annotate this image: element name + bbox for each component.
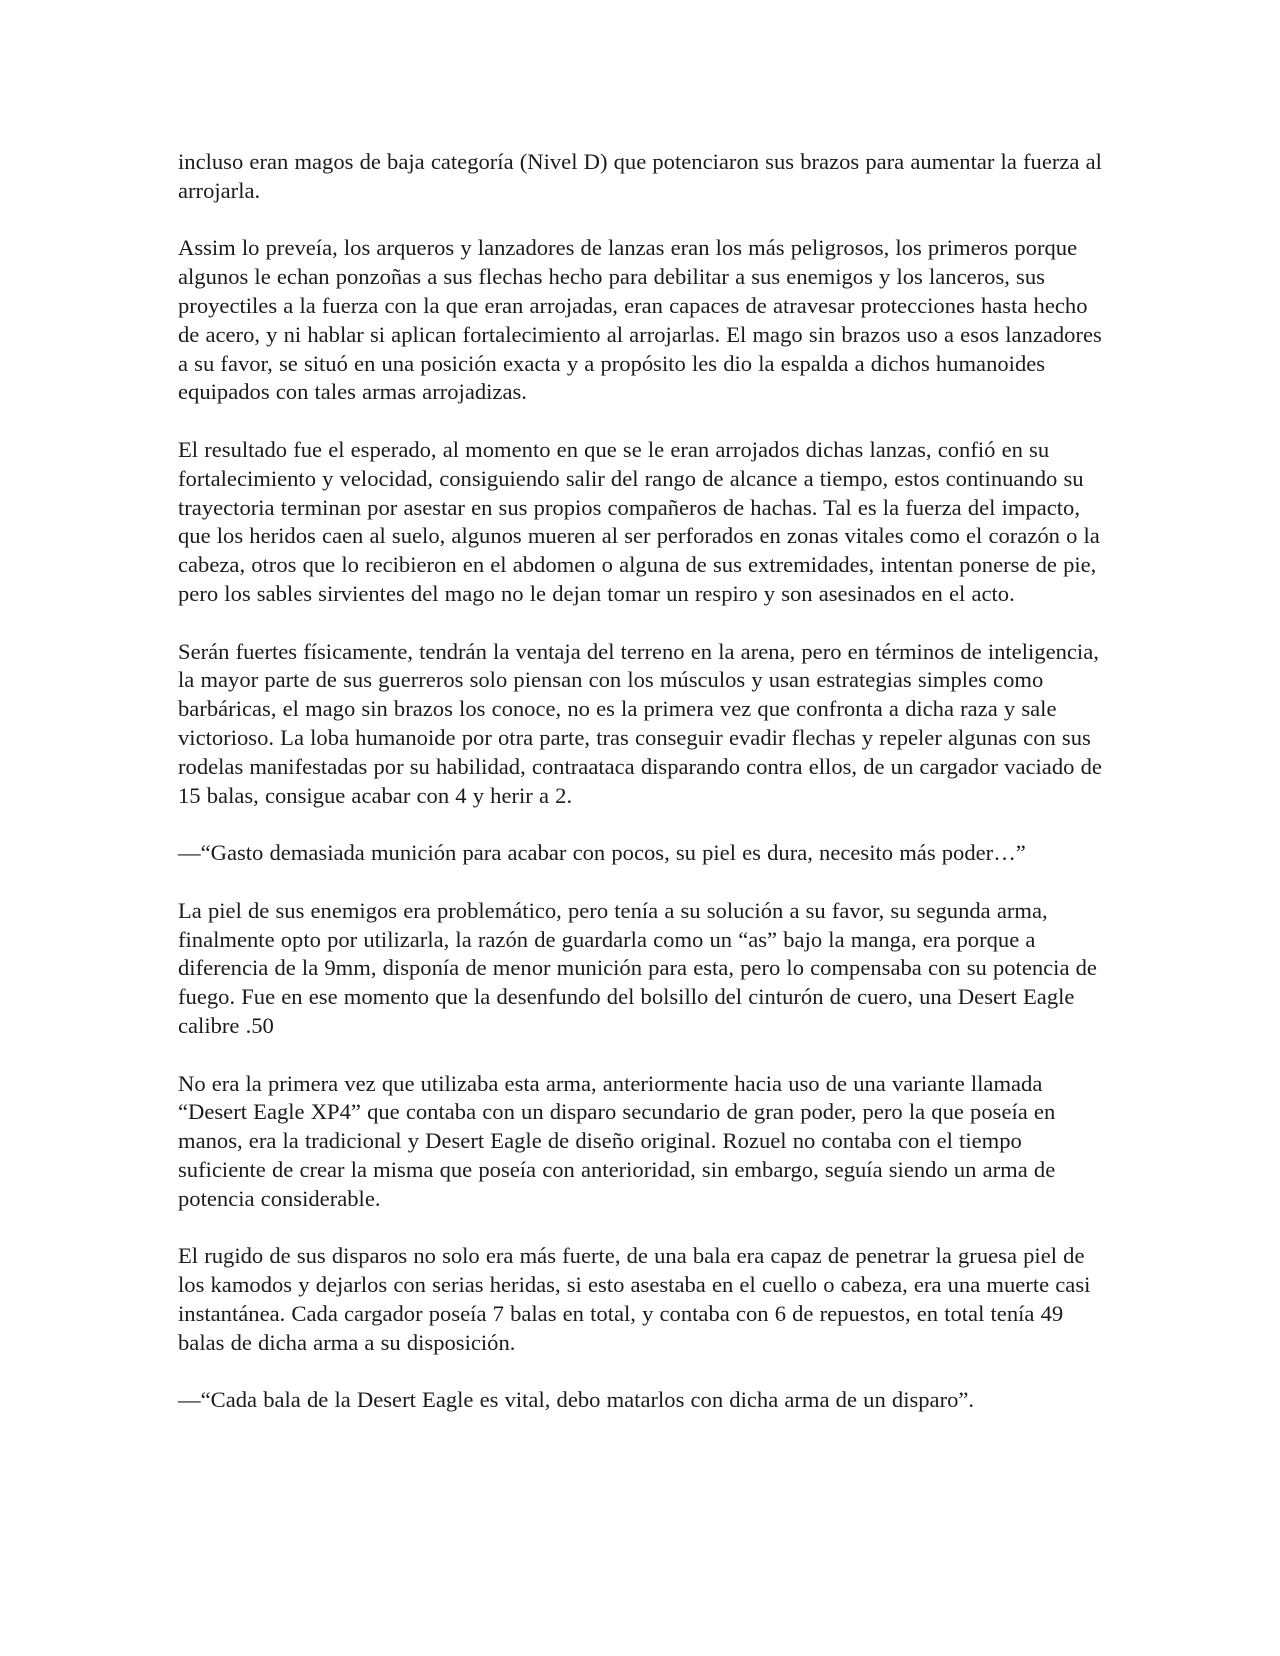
paragraph: El rugido de sus disparos no solo era más fuerte, de una bala era capaz de penetrar la gruesa piel de los kamodos y dejarlos con serias heridas, si esto asestaba en el cuello o cabeza, era una muerte casi instantánea. Cada cargador poseía 7 balas en total, y contaba con 6 de repuestos, en total tenía 49 balas de dicha arma a su disposición.: [178, 1243, 1091, 1355]
dialogue-paragraph: —“Cada bala de la Desert Eagle es vital, debo matarlos con dicha arma de un disparo”.: [178, 1387, 975, 1413]
paragraph: La piel de sus enemigos era problemático, pero tenía a su solución a su favor, su segunda arma, finalmente opto por utilizarla, la razón de guardarla como un “as” bajo la manga, era porque a diferencia de la 9mm, disponía de menor munición para esta, pero lo compensaba con su potencia de fuego. Fue en ese momento que la desenfundo del bolsillo del cinturón de cuero, una Desert Eagle calibre .50: [178, 897, 1097, 1038]
document-body: [178, 148, 1108, 1415]
paragraph: Serán fuertes físicamente, tendrán la ventaja del terreno en la arena, pero en términos de inteligencia, la mayor parte de sus guerreros solo piensan con los músculos y usan estrategias simples como barbáricas, el mago sin brazos los conoce, no es la primera vez que confronta a dicha raza y sale victorioso. La loba humanoide por otra parte, tras conseguir evadir flechas y repeler algunas con sus rodelas manifestadas por su habilidad, contraataca disparando contra ellos, de un cargador vaciado de 15 balas, consigue acabar con 4 y herir a 2.: [178, 638, 1102, 808]
paragraph: No era la primera vez que utilizaba esta arma, anteriormente hacia uso de una variante llamada “Desert Eagle XP4” que contaba con un disparo secundario de gran poder, pero la que poseía en manos, era la tradicional y Desert Eagle de diseño original. Rozuel no contaba con el tiempo suficiente de crear la misma que poseía con anterioridad, sin embargo, seguía siendo un arma de potencia considerable.: [178, 1070, 1056, 1211]
paragraph: El resultado fue el esperado, al momento en que se le eran arrojados dichas lanzas, confió en su fortalecimiento y velocidad, consiguiendo salir del rango de alcance a tiempo, estos continuando su trayectoria terminan por asestar en sus propios compañeros de hachas. Tal es la fuerza del impacto, que los heridos caen al suelo, algunos mueren al ser perforados en zonas vitales como el corazón o la cabeza, otros que lo recibieron en el abdomen o alguna de sus extremidades, intentan ponerse de pie, pero los sables sirvientes del mago no le dejan tomar un respiro y son asesinados en el acto.: [178, 436, 1100, 606]
paragraph: incluso eran magos de baja categoría (Nivel D) que potenciaron sus brazos para aumentar la fuerza al arrojarla.: [178, 149, 1102, 203]
paragraph: Assim lo preveía, los arqueros y lanzadores de lanzas eran los más peligrosos, los primeros porque algunos le echan ponzoñas a sus flechas hecho para debilitar a sus enemigos y los lanceros, sus proyectiles a la fuerza con la que eran arrojadas, eran capaces de atravesar protecciones hasta hecho de acero, y ni hablar si aplican fortalecimiento al arrojarlas. El mago sin brazos uso a esos lanzadores a su favor, se situó en una posición exacta y a propósito les dio la espalda a dichos humanoides equipados con tales armas arrojadizas.: [178, 235, 1102, 405]
dialogue-paragraph: —“Gasto demasiada munición para acabar con pocos, su piel es dura, necesito más poder…”: [178, 840, 1026, 866]
